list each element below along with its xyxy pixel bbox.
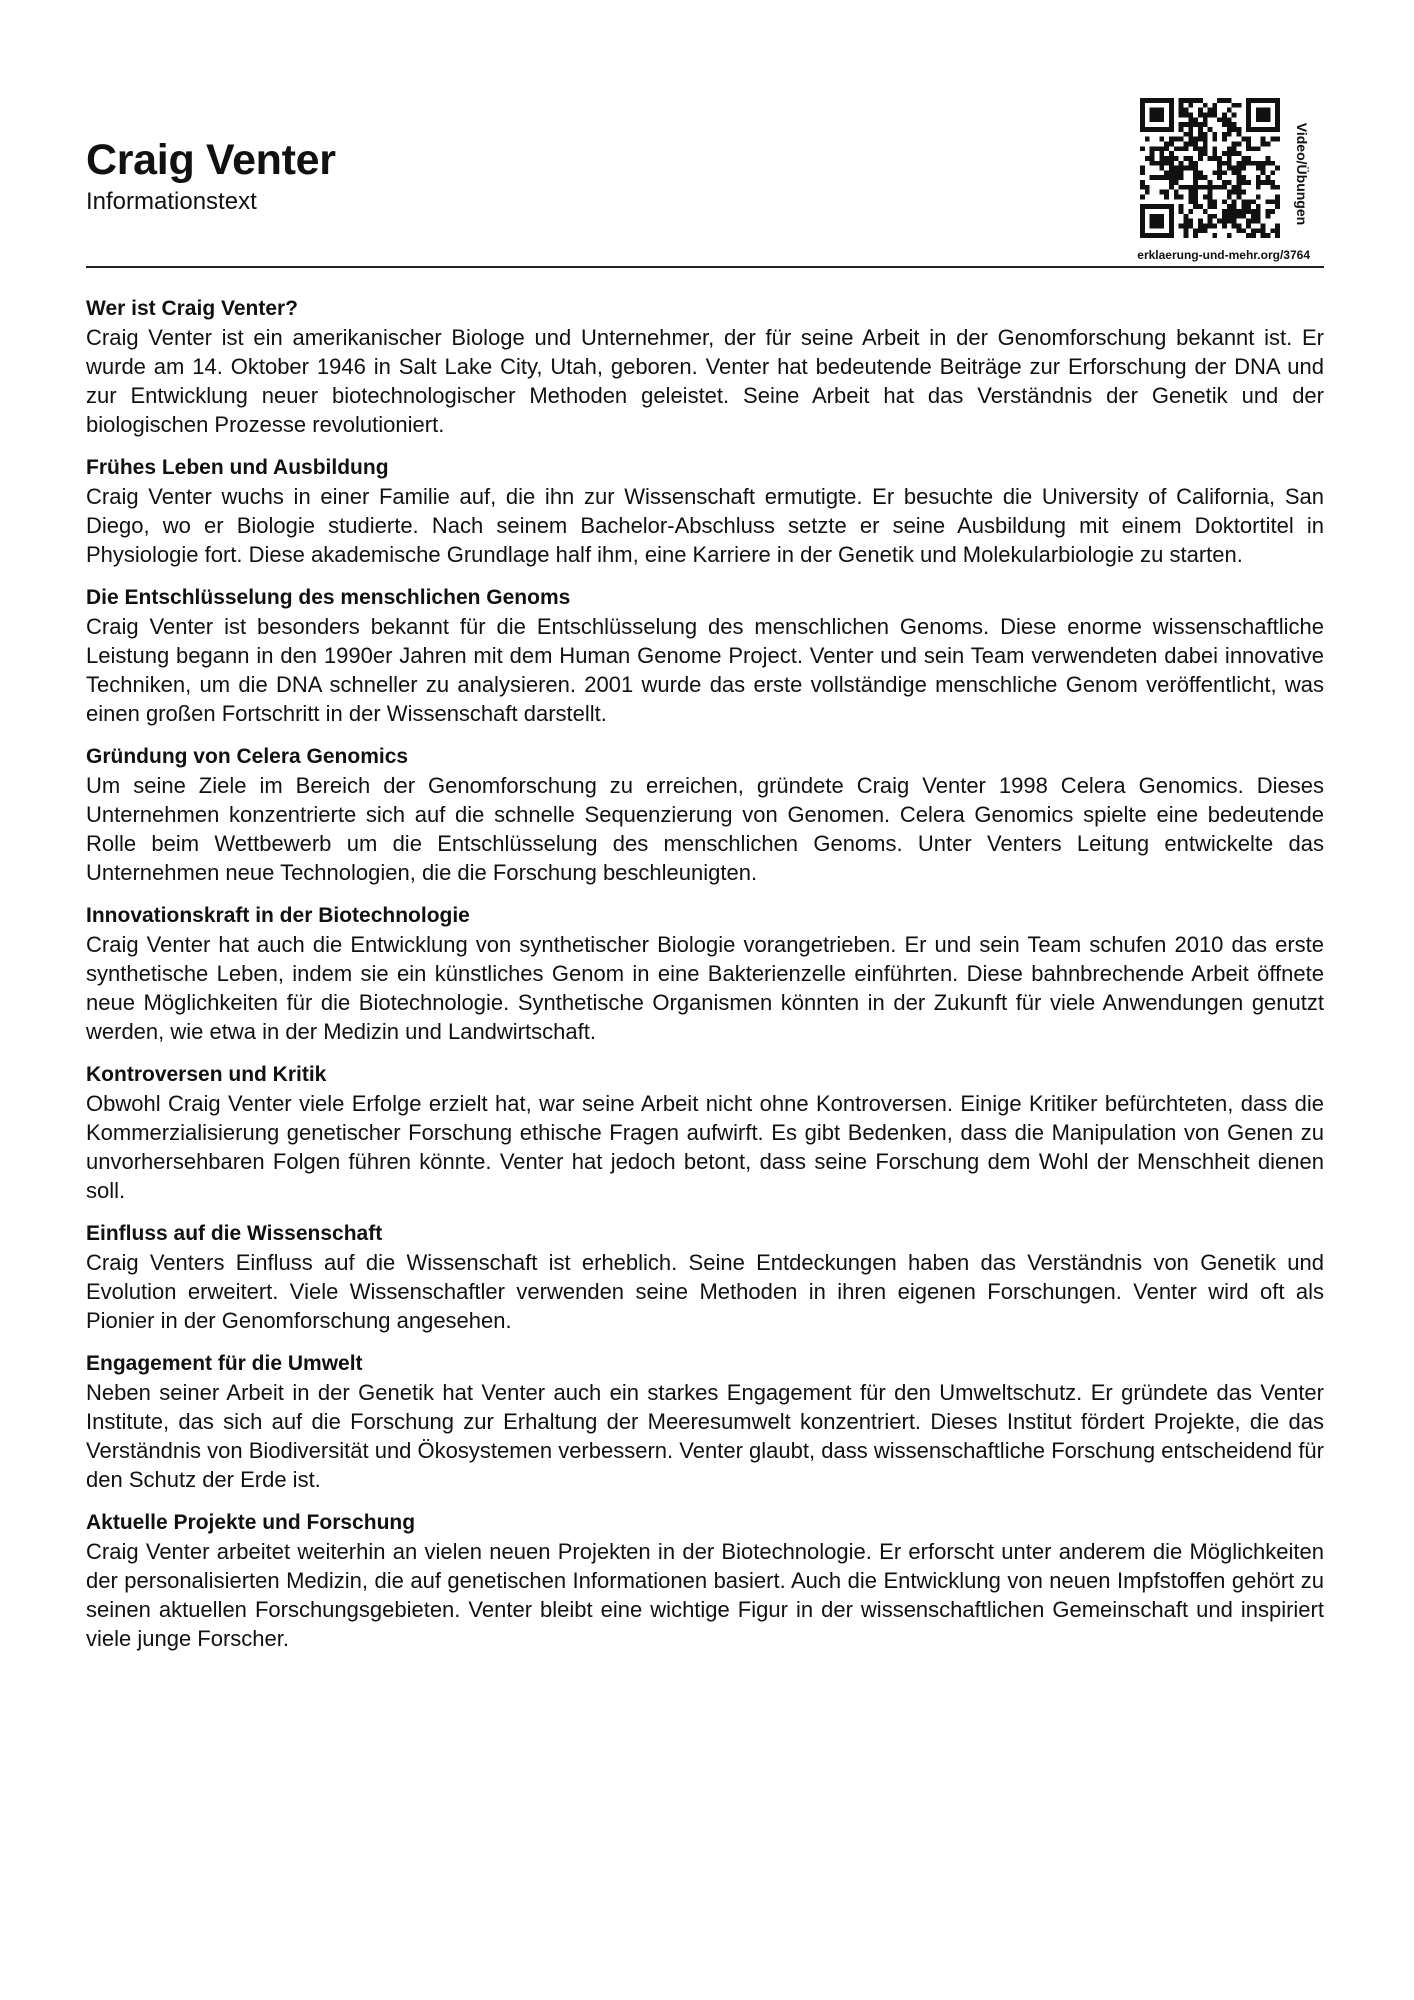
article-body <box>86 294 1324 1667</box>
section-paragraph: Craig Venter ist ein amerikanischer Biologe und Unternehmer, der für seine Arbeit in der Genomforschung bekannt ist. Er wurde am 14. Oktober 1946 in Salt Lake City, Utah, geboren. Venter hat bedeutende Beiträge zur Erforschung der DNA und zur Entwicklung neuer biotechnologischer Methoden geleistet. Seine Arbeit hat das Verständnis der Genetik und der biologischen Prozesse revolutioniert. <box>86 325 1324 437</box>
section-einfluss <box>86 1219 1324 1335</box>
qr-code-icon[interactable] <box>1140 98 1280 238</box>
section-aktuelle-projekte <box>86 1508 1324 1653</box>
section-paragraph: Craig Venter ist besonders bekannt für die Entschlüsselung des menschlichen Genoms. Diese enorme wissenschaftliche Leistung begann in den 1990er Jahren mit dem Human Genome Project. Venter und sein Team verwendeten dabei innovative Techniken, um die DNA schneller zu analysieren. 2001 wurde das erste vollständige menschliche Genom veröffentlicht, was einen großen Fortschritt in der Wissenschaft darstellt. <box>86 614 1324 726</box>
section-paragraph: Neben seiner Arbeit in der Genetik hat Venter auch ein starkes Engagement für den Umweltschutz. Er gründete das Venter Institute, das sich auf die Forschung zur Erhaltung der Meeresumwelt konzentriert. Dieses Institut fördert Projekte, die das Verständnis von Biodiversität und Ökosystemen verbessern. Venter glaubt, dass wissenschaftliche Forschung entscheidend für den Schutz der Erde ist. <box>86 1380 1324 1492</box>
section-heading: Einfluss auf die Wissenschaft <box>86 1222 383 1245</box>
section-heading: Engagement für die Umwelt <box>86 1352 363 1375</box>
section-paragraph: Craig Venter wuchs in einer Familie auf, die ihn zur Wissenschaft ermutigte. Er besuchte die University of California, San Diego, wo er Biologie studierte. Nach seinem Bachelor-Abschluss setzte er seine Ausbildung mit einem Doktortitel in Physiologie fort. Diese akademische Grundlage half ihm, eine Karriere in der Genetik und Molekularbiologie zu starten. <box>86 484 1324 567</box>
page-subtitle: Informationstext <box>86 188 257 215</box>
section-heading: Wer ist Craig Venter? <box>86 297 299 320</box>
source-url[interactable]: erklaerung-und-mehr.org/3764 <box>1137 248 1310 262</box>
header-divider <box>86 266 1324 268</box>
section-paragraph: Craig Venter arbeitet weiterhin an vielen neuen Projekten in der Biotechnologie. Er erforscht unter anderem die Möglichkeiten der personalisierten Medizin, die auf genetischen Informationen basiert. Auch die Entwicklung von neuen Impfstoffen gehört zu seinen aktuellen Forschungsgebieten. Venter bleibt eine wichtige Figur in der wissenschaftlichen Gemeinschaft und inspiriert viele junge Forscher. <box>86 1539 1324 1651</box>
section-fruehes-leben <box>86 453 1324 569</box>
section-heading: Innovationskraft in der Biotechnologie <box>86 904 470 927</box>
section-heading: Die Entschlüsselung des menschlichen Genoms <box>86 586 571 609</box>
section-heading: Frühes Leben und Ausbildung <box>86 456 389 479</box>
section-innovationskraft <box>86 901 1324 1046</box>
section-heading: Gründung von Celera Genomics <box>86 745 409 768</box>
section-paragraph: Obwohl Craig Venter viele Erfolge erzielt hat, war seine Arbeit nicht ohne Kontroversen. Einige Kritiker befürchteten, dass die Kommerzialisierung genetischer Forschung ethische Fragen aufwirft. Es gibt Bedenken, dass die Manipulation von Genen zu unvorhersehbaren Folgen führen könnte. Venter hat jedoch betont, dass seine Forschung dem Wohl der Menschheit dienen soll. <box>86 1091 1324 1203</box>
section-paragraph: Craig Venters Einfluss auf die Wissenschaft ist erheblich. Seine Entdeckungen haben das Verständnis von Genetik und Evolution erweitert. Viele Wissenschaftler verwenden seine Methoden in ihren eigenen Forschungen. Venter wird oft als Pionier in der Genomforschung angesehen. <box>86 1250 1324 1333</box>
section-paragraph: Craig Venter hat auch die Entwicklung von synthetischer Biologie vorangetrieben. Er und sein Team schufen 2010 das erste synthetische Leben, indem sie ein künstliches Genom in eine Bakterienzelle einführten. Diese bahnbrechende Arbeit öffnete neue Möglichkeiten für die Biotechnologie. Synthetische Organismen könnten in der Zukunft für viele Anwendungen genutzt werden, wie etwa in der Medizin und Landwirtschaft. <box>86 932 1324 1044</box>
section-heading: Kontroversen und Kritik <box>86 1063 327 1086</box>
section-heading: Aktuelle Projekte und Forschung <box>86 1511 416 1534</box>
page-title: Craig Venter <box>86 136 336 184</box>
video-exercises-label: Video/Übungen <box>1294 122 1310 226</box>
section-kontroversen <box>86 1060 1324 1205</box>
section-celera-genomics <box>86 742 1324 887</box>
section-entschluesselung-genom <box>86 583 1324 728</box>
section-wer-ist-craig-venter <box>86 294 1324 439</box>
section-paragraph: Um seine Ziele im Bereich der Genomforschung zu erreichen, gründete Craig Venter 1998 Celera Genomics. Dieses Unternehmen konzentrierte sich auf die schnelle Sequenzierung von Genomen. Celera Genomics spielte eine bedeutende Rolle beim Wettbewerb um die Entschlüsselung des menschlichen Genoms. Unter Venters Leitung entwickelte das Unternehmen neue Technologien, die die Forschung beschleunigten. <box>86 773 1324 885</box>
section-umwelt <box>86 1349 1324 1494</box>
